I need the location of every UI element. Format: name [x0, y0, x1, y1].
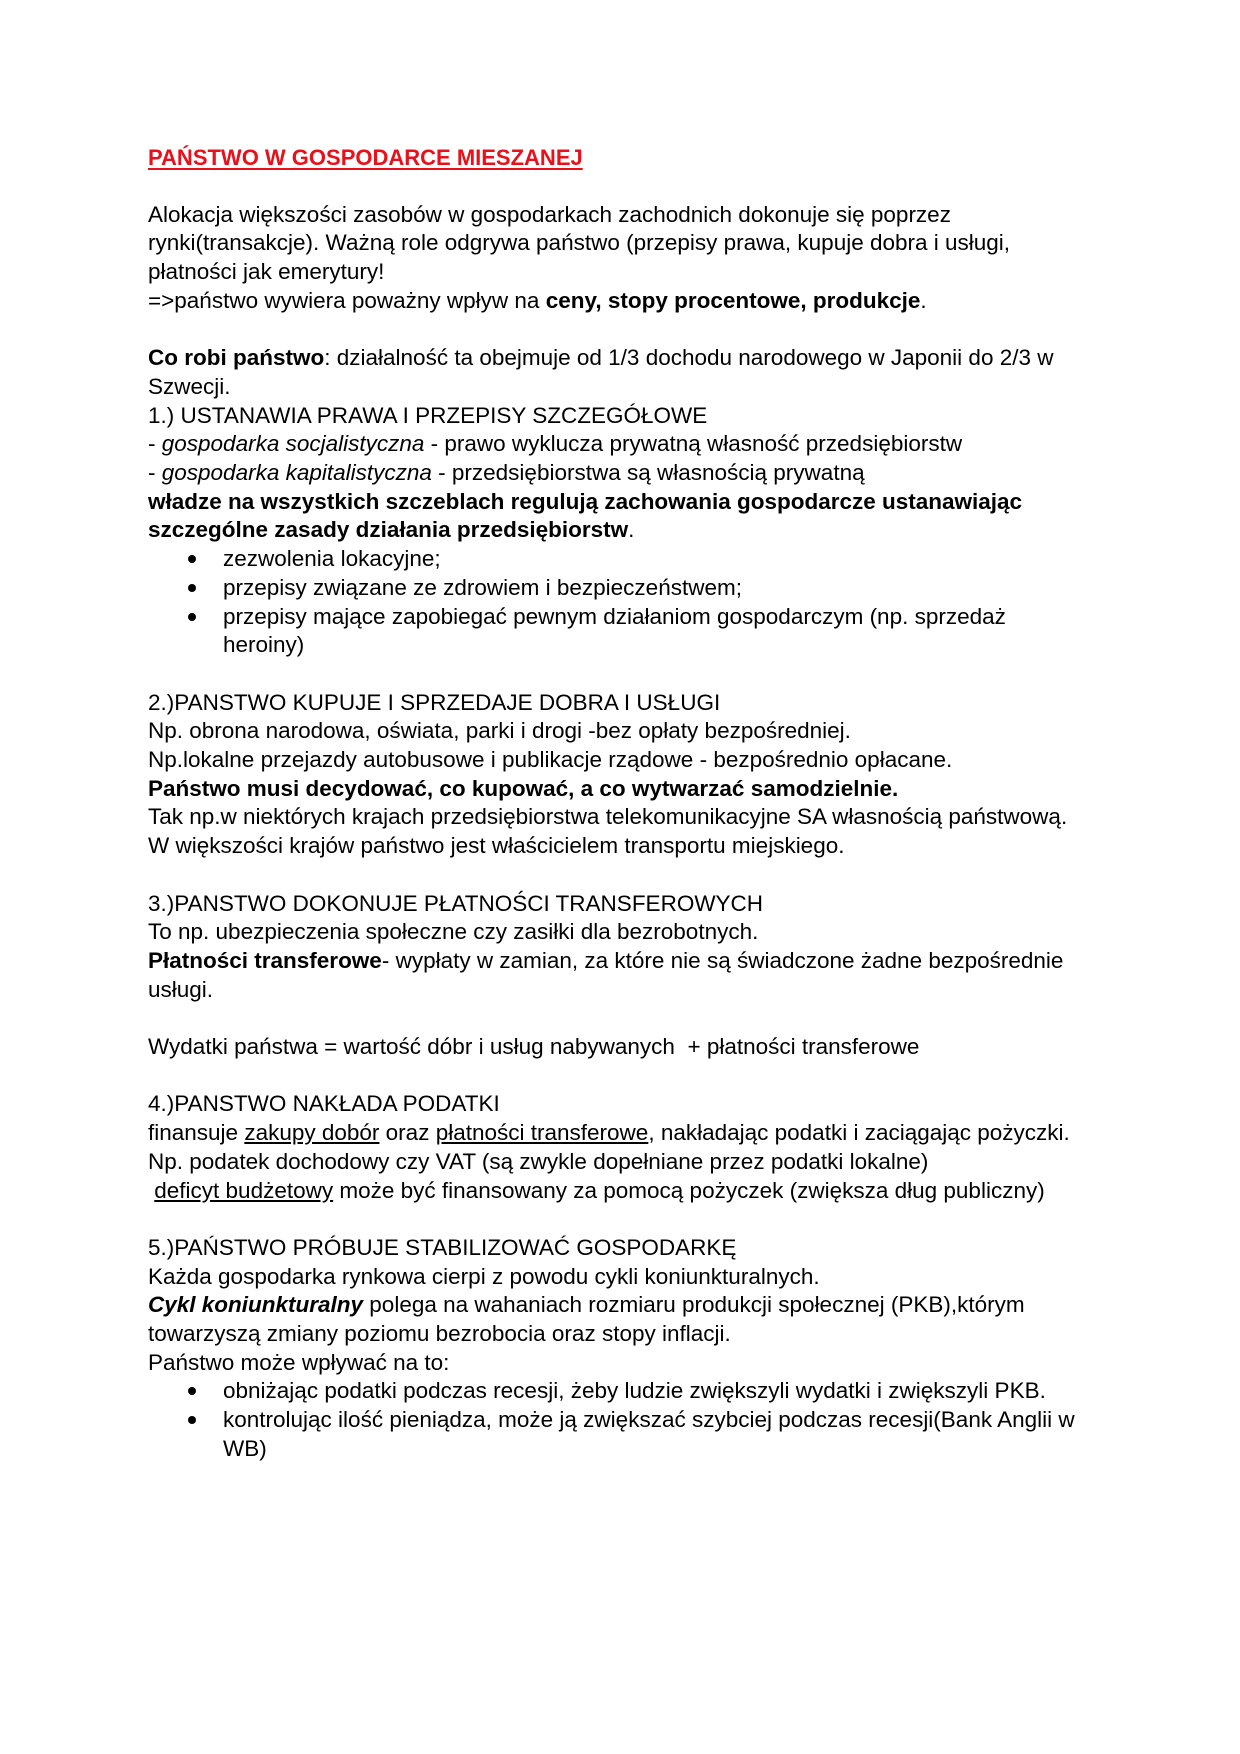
section1-capitalist-line — [148, 459, 1088, 488]
list-item — [148, 545, 1088, 574]
intro-influence-line — [148, 287, 1088, 316]
section4-taxes-line: Np. podatek dochodowy czy VAT (są zwykle dopełniane przez podatki lokalne) — [148, 1148, 929, 1174]
document-page — [148, 144, 1088, 1464]
text: , nakładając podatki i zaciągając pożyczki. — [648, 1120, 1070, 1146]
bullet-icon — [188, 1387, 196, 1395]
text: oraz — [379, 1120, 436, 1146]
section5-definition — [148, 1291, 1088, 1348]
section4-heading: 4.)PANSTWO NAKŁADA PODATKI — [148, 1091, 500, 1117]
list-item — [148, 1406, 1088, 1463]
what-state-does-text: : działalność ta obejmuje od 1/3 dochodu narodowego w Japonii do 2/3 w Szwecji. — [148, 345, 1054, 399]
what-state-does-paragraph — [148, 344, 1088, 401]
spacer — [148, 1205, 1088, 1234]
list-item — [148, 574, 1088, 603]
section4-deficit-line — [148, 1177, 1088, 1206]
list-item-text: zezwolenia lokacyjne; — [223, 546, 441, 572]
bullet-icon — [188, 613, 196, 621]
socialist-economy-term: gospodarka socjalistyczna — [161, 431, 425, 457]
section2-line1: Np. obrona narodowa, oświata, parki i drogi -bez opłaty bezpośredniej. — [148, 718, 851, 744]
section2-line3: Tak np.w niektórych krajach przedsiębiorstwa telekomunikacyjne SA własnością państwową. W większości krajów państwo jest właścicielem transportu miejskiego. — [148, 804, 1068, 859]
spacer — [148, 316, 1088, 345]
text: finansuje — [148, 1120, 245, 1146]
section3-line1: To np. ubezpieczenia społeczne czy zasiłki dla bezrobotnych. — [148, 919, 759, 945]
business-cycle-term: Cykl koniunkturalny — [148, 1292, 364, 1318]
list-item — [148, 1377, 1088, 1406]
section1-bold-statement — [148, 488, 1088, 545]
capitalist-economy-term: gospodarka kapitalistyczna — [161, 460, 432, 486]
section3-heading: 3.)PANSTWO DOKONUJE PŁATNOŚCI TRANSFEROWYCH — [148, 890, 764, 916]
spacer — [148, 1004, 1088, 1033]
spending-formula: Wydatki państwa = wartość dóbr i usług nabywanych + płatności transferowe — [148, 1034, 920, 1060]
section1-bullet-list — [148, 545, 1088, 660]
budget-deficit-term: deficyt budżetowy — [154, 1177, 334, 1203]
spacer — [148, 861, 1088, 890]
bullet-icon — [188, 584, 196, 592]
spacer — [148, 1062, 1088, 1091]
section1-heading: 1.) USTANAWIA PRAWA I PRZEPISY SZCZEGÓŁOWE — [148, 402, 708, 428]
socialist-economy-text: - prawo wyklucza prywatną własność przedsiębiorstw — [424, 431, 963, 457]
goods-purchases-term: zakupy dobór — [244, 1120, 380, 1146]
section2-line2: Np.lokalne przejazdy autobusowe i publikacje rządowe - bezpośrednio opłacane. — [148, 747, 953, 773]
section3-definition — [148, 947, 1088, 1004]
intro-influence-suffix: . — [920, 287, 927, 313]
list-item — [148, 603, 1088, 660]
dash: - — [148, 460, 162, 486]
section5-heading: 5.)PAŃSTWO PRÓBUJE STABILIZOWAĆ GOSPODARKĘ — [148, 1234, 737, 1260]
what-state-does-label: Co robi państwo — [148, 345, 325, 371]
dash: - — [148, 431, 162, 457]
transfer-payments-term: Płatności transferowe — [148, 947, 382, 973]
period: . — [628, 517, 635, 543]
section2-heading: 2.)PANSTWO KUPUJE I SPRZEDAJE DOBRA I USŁUGI — [148, 689, 721, 715]
section5-bullet-list — [148, 1377, 1088, 1463]
list-item-text: obniżając podatki podczas recesji, żeby ludzie zwiększyli wydatki i zwiększyli PKB. — [223, 1378, 1046, 1404]
spacer — [148, 660, 1088, 689]
intro-paragraph: Alokacja większości zasobów w gospodarkach zachodnich dokonuje się poprzez rynki(transakcje). Ważną role odgrywa państwo (przepisy prawa, kupuje dobra i usługi, płatności jak emerytury! — [148, 201, 1011, 285]
bullet-icon — [188, 1416, 196, 1424]
transfer-payments-definition: - wypłaty w zamian, za które nie są świadczone żadne bezpośrednie usługi. — [148, 947, 1064, 1002]
section2-bold-line: Państwo musi decydować, co kupować, a co wytwarzać samodzielnie. — [148, 775, 899, 801]
authorities-regulate-text: władze na wszystkich szczeblach regulują zachowania gospodarcze ustanawiając szczególne zasady działania przedsiębiorstw — [148, 488, 1023, 543]
list-item-text: przepisy związane ze zdrowiem i bezpieczeństwem; — [223, 574, 742, 600]
intro-influence-bold: ceny, stopy procentowe, produkcje — [545, 287, 921, 313]
section1-socialist-line — [148, 430, 1088, 459]
section5-line1: Każda gospodarka rynkowa cierpi z powodu cykli koniunkturalnych. — [148, 1263, 820, 1289]
bullet-icon — [188, 555, 196, 563]
text: może być finansowany za pomocą pożyczek (zwiększa dług publiczny) — [333, 1177, 1045, 1203]
capitalist-economy-text: - przedsiębiorstwa są własnością prywatną — [431, 460, 865, 486]
list-item-text: kontrolując ilość pieniądza, może ją zwiększać szybciej podczas recesji(Bank Anglii w WB) — [223, 1407, 1075, 1461]
business-cycle-definition: polega na wahaniach rozmiaru produkcji społecznej (PKB),którym towarzyszą zmiany poziomu bezrobocia oraz stopy inflacji. — [148, 1292, 1025, 1347]
list-item-text: przepisy mające zapobiegać pewnym działaniom gospodarczym (np. sprzedaż heroiny) — [223, 603, 1006, 658]
document-title: PAŃSTWO W GOSPODARCE MIESZANEJ — [148, 145, 583, 170]
section4-financing-line — [148, 1119, 1088, 1148]
transfer-payments-term: płatności transferowe — [435, 1120, 649, 1146]
section5-line3: Państwo może wpływać na to: — [148, 1349, 450, 1375]
intro-influence-prefix: =>państwo wywiera poważny wpływ na — [148, 287, 546, 313]
